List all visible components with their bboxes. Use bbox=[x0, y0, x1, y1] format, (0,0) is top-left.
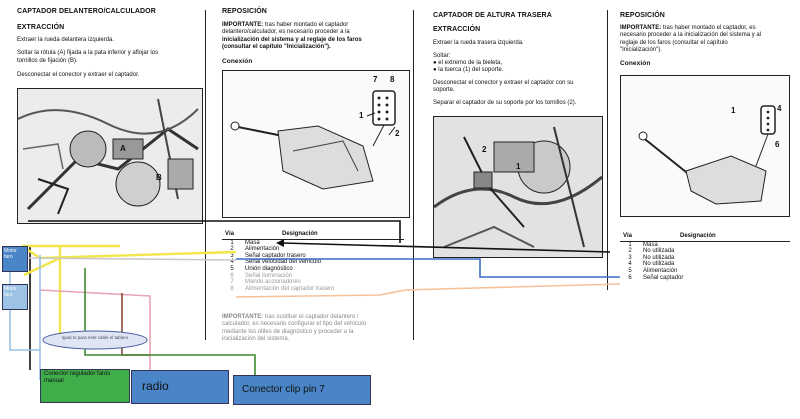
via-cell: 4 bbox=[230, 259, 234, 266]
box-label: Motor faro bbox=[4, 286, 17, 298]
designation-cell: No utilizada bbox=[643, 261, 675, 268]
designation-cell: Mando accionadores bbox=[245, 279, 301, 286]
note-ellipse bbox=[43, 331, 147, 349]
paragraph: soporte. bbox=[433, 87, 455, 93]
via-cell: 2 bbox=[628, 248, 632, 255]
designation-cell: Señal velocidad del vehículo bbox=[245, 259, 322, 266]
via-cell: 1 bbox=[628, 241, 632, 248]
designation-cell: Alimentación bbox=[643, 267, 678, 274]
callout: 1 bbox=[359, 111, 364, 120]
radio-box[interactable] bbox=[131, 370, 229, 404]
bullet-item: ● la tuerca (1) del soporte. bbox=[433, 67, 504, 73]
section-subtitle: EXTRACCIÓN bbox=[433, 26, 481, 33]
designation-cell: Señal iluminación bbox=[245, 272, 293, 279]
callout-a: A bbox=[120, 144, 126, 153]
bullet-item: ● el extremo de la bieleta, bbox=[433, 60, 502, 66]
via-cell: 1 bbox=[230, 239, 234, 246]
wire-blue bbox=[236, 259, 620, 277]
important-text: tras sustituir el captador delantero / bbox=[263, 314, 359, 320]
important-text: calculador, es necesario configurar el tipo del vehículo bbox=[222, 321, 367, 328]
paragraph: Soltar: bbox=[433, 53, 451, 59]
motor-faro-box[interactable] bbox=[2, 246, 28, 272]
section-title: REPOSICIÓN bbox=[222, 8, 267, 15]
paragraph: Extraer la rueda delantera izquierda. bbox=[17, 37, 115, 43]
box-label: radio bbox=[142, 379, 169, 393]
via-cell: 2 bbox=[230, 246, 234, 253]
callout: 4 bbox=[777, 104, 782, 113]
important-text: (consultar el capítulo "Inicialización"). bbox=[222, 44, 331, 51]
via-cell: 5 bbox=[230, 265, 234, 272]
important-text: tras haber montado el captador bbox=[263, 22, 349, 28]
conector-clip-box[interactable] bbox=[233, 375, 371, 405]
conexion-label: Conexión bbox=[222, 58, 253, 65]
wire-peach bbox=[236, 284, 620, 297]
via-cell: 8 bbox=[230, 285, 234, 292]
callout: 6 bbox=[775, 140, 780, 149]
wire-arrow bbox=[276, 239, 284, 247]
important-label: IMPORTANTE: bbox=[222, 314, 264, 320]
designation-cell: Alimentación del captador trasero bbox=[245, 285, 335, 292]
box-label: Conector clip pin 7 bbox=[242, 384, 325, 395]
callout: 1 bbox=[731, 106, 736, 115]
important-text: inicialización del sistema y al reglaje de los faros bbox=[222, 36, 362, 43]
important-label: IMPORTANTE: bbox=[620, 25, 662, 31]
paragraph: Desconectar el conector y extraer el captador. bbox=[17, 72, 140, 78]
via-cell: 6 bbox=[628, 274, 632, 281]
important-text: reglaje de los faros (consultar el capítulo bbox=[620, 39, 728, 46]
column-header: Vía bbox=[222, 230, 242, 239]
callout: 2 bbox=[395, 129, 400, 138]
conector-regulador-box[interactable] bbox=[40, 369, 130, 403]
callout: 2 bbox=[482, 145, 487, 154]
column-header: Designación bbox=[242, 230, 404, 239]
section-title: REPOSICIÓN bbox=[620, 12, 665, 19]
designation-cell: Señal captador bbox=[643, 274, 684, 281]
column-header: Vía bbox=[620, 232, 640, 241]
callout: 1 bbox=[516, 162, 521, 171]
conexion-label: Conexión bbox=[620, 60, 651, 67]
paragraph: Extraer la rueda trasera izquierda. bbox=[433, 40, 524, 46]
designation-cell: No utilizada bbox=[643, 248, 675, 255]
designation-cell: Unión diagnóstico bbox=[245, 265, 293, 272]
ellipse-note: Igual to para este cable el tablero bbox=[61, 335, 129, 340]
wire-pink bbox=[40, 290, 150, 370]
paragraph: Soltar la rótula (A) fijada a la pata inferior y aflojar los bbox=[17, 50, 159, 56]
via-cell: 6 bbox=[230, 272, 234, 279]
wire-green bbox=[85, 265, 255, 380]
designation-cell: Alimentación bbox=[245, 246, 280, 253]
important-text: delantero/calculador, es necesario proceder a la bbox=[222, 29, 350, 36]
via-cell: 4 bbox=[628, 261, 632, 268]
important-label: IMPORTANTE: bbox=[222, 22, 264, 28]
designation-cell: No utilizada bbox=[643, 254, 675, 261]
important-text: "Inicialización"). bbox=[620, 47, 662, 54]
section-title: CAPTADOR DELANTERO/CALCULADOR bbox=[17, 8, 156, 15]
via-cell: 3 bbox=[230, 252, 234, 259]
section-subtitle: EXTRACCIÓN bbox=[17, 24, 65, 31]
via-cell: 3 bbox=[628, 254, 632, 261]
important-text: tras haber montado el captador, es bbox=[661, 25, 756, 31]
wire-black bbox=[282, 243, 610, 252]
important-text: inicialización del sistema. bbox=[222, 336, 290, 343]
designation-cell: Señal captador trasero bbox=[245, 252, 306, 259]
box-label: Motor faro bbox=[4, 248, 17, 260]
important-text: mediante los útiles de diagnóstico y proceder a la bbox=[222, 328, 354, 335]
designation-cell: Masa bbox=[245, 239, 260, 246]
important-text: necesario proceder a la inicialización del sistema y al bbox=[620, 32, 762, 39]
designation-cell: Masa bbox=[643, 241, 658, 248]
paragraph: Desconectar el conector y extraer el captador con su bbox=[433, 80, 574, 86]
paragraph: tornillos de fijación (B). bbox=[17, 58, 78, 64]
section-title: CAPTADOR DE ALTURA TRASERA bbox=[433, 12, 552, 19]
box-label: Conector regulador faros manual bbox=[44, 371, 111, 384]
callout-b: B bbox=[156, 173, 162, 182]
callout: 8 bbox=[390, 75, 395, 84]
column-header: Designación bbox=[640, 232, 790, 241]
paragraph: Separar el captador de su soporte por los tornillos (2). bbox=[433, 100, 577, 106]
callout: 7 bbox=[373, 75, 378, 84]
motor-faro-box[interactable] bbox=[2, 284, 28, 310]
via-cell: 5 bbox=[628, 267, 632, 274]
via-cell: 7 bbox=[230, 279, 234, 286]
